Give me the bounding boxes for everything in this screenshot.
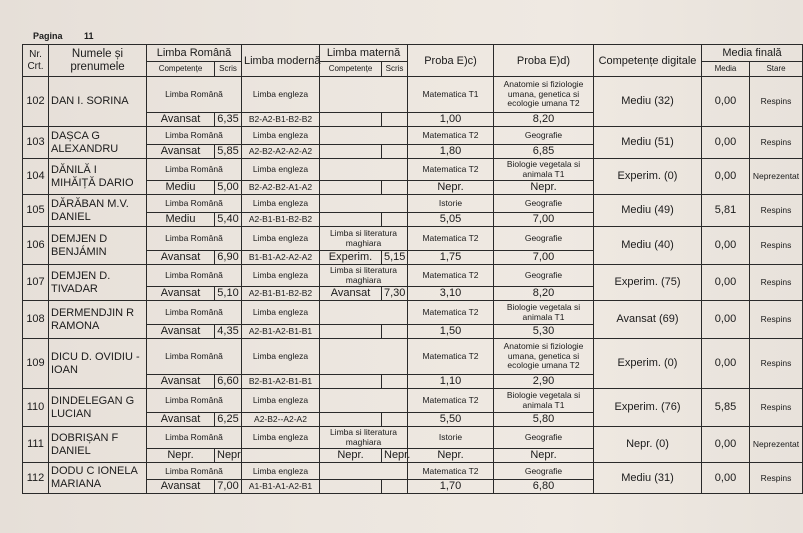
romana-label: Limba Română xyxy=(147,265,242,287)
moderna-levels: A2-B1-B1-B2-B2 xyxy=(242,287,320,301)
proba-d-subject: Biologie vegetala si animala T1 xyxy=(494,389,594,413)
media-finala: 5,81 xyxy=(702,195,750,227)
moderna-label: Limba engleza xyxy=(242,339,320,375)
materna-scris xyxy=(382,480,408,494)
proba-c-score: 3,10 xyxy=(408,287,494,301)
competente-digitale: Nepr. (0) xyxy=(594,427,702,463)
romana-label: Limba Română xyxy=(147,127,242,145)
moderna-label: Limba engleza xyxy=(242,427,320,449)
romana-scris: 6,60 xyxy=(215,375,242,389)
media-finala: 0,00 xyxy=(702,227,750,265)
romana-label: Limba Română xyxy=(147,427,242,449)
proba-d-score: 8,20 xyxy=(494,287,594,301)
moderna-label: Limba engleza xyxy=(242,389,320,413)
table-row xyxy=(23,159,803,181)
proba-d-subject: Geografie xyxy=(494,463,594,480)
proba-d-score: 2,90 xyxy=(494,375,594,389)
student-name: DOBRIȘAN F DANIEL xyxy=(49,427,147,463)
moderna-label: Limba engleza xyxy=(242,159,320,181)
materna-scris xyxy=(382,325,408,339)
moderna-label: Limba engleza xyxy=(242,265,320,287)
romana-label: Limba Română xyxy=(147,159,242,181)
materna-label xyxy=(320,389,408,413)
competente-digitale: Experim. (0) xyxy=(594,159,702,195)
romana-label: Limba Română xyxy=(147,301,242,325)
romana-label: Limba Română xyxy=(147,195,242,213)
moderna-label: Limba engleza xyxy=(242,127,320,145)
materna-label xyxy=(320,195,408,213)
media-finala: 0,00 xyxy=(702,427,750,463)
header-limba-romana: Limba Română xyxy=(147,45,242,62)
competente-digitale: Avansat (69) xyxy=(594,301,702,339)
proba-d-subject: Geografie xyxy=(494,195,594,213)
materna-scris: Nepr. xyxy=(382,449,408,463)
proba-d-subject: Biologie vegetala si animala T1 xyxy=(494,159,594,181)
row-number: 103 xyxy=(23,127,49,159)
header-proba-c: Proba E)c) xyxy=(408,45,494,77)
romana-competente: Avansat xyxy=(147,480,215,494)
materna-competente xyxy=(320,145,382,159)
student-name: DEMJEN D. TIVADAR xyxy=(49,265,147,301)
competente-digitale: Mediu (40) xyxy=(594,227,702,265)
moderna-levels: A2-B2-A2-A2-A2 xyxy=(242,145,320,159)
moderna-label: Limba engleza xyxy=(242,227,320,251)
romana-competente: Mediu xyxy=(147,213,215,227)
page-number: 11 xyxy=(84,31,94,41)
romana-label: Limba Română xyxy=(147,339,242,375)
romana-scris: 6,25 xyxy=(215,413,242,427)
proba-c-score: 1,00 xyxy=(408,113,494,127)
romana-scris: 5,10 xyxy=(215,287,242,301)
materna-competente xyxy=(320,413,382,427)
competente-digitale: Mediu (49) xyxy=(594,195,702,227)
row-number: 108 xyxy=(23,301,49,339)
romana-competente: Avansat xyxy=(147,145,215,159)
proba-d-score: 8,20 xyxy=(494,113,594,127)
romana-scris: 4,35 xyxy=(215,325,242,339)
materna-scris xyxy=(382,213,408,227)
header-lmat-scris: Scris xyxy=(382,62,408,77)
proba-c-subject: Matematica T2 xyxy=(408,389,494,413)
competente-digitale: Experim. (76) xyxy=(594,389,702,427)
materna-scris xyxy=(382,413,408,427)
stare: Respins xyxy=(750,227,803,265)
moderna-levels: A2-B1-B1-B2-B2 xyxy=(242,213,320,227)
materna-competente xyxy=(320,480,382,494)
materna-competente xyxy=(320,375,382,389)
header-media-finala: Media finală xyxy=(702,45,803,62)
row-number: 102 xyxy=(23,77,49,127)
row-number: 106 xyxy=(23,227,49,265)
student-name: DINDELEGAN G LUCIAN xyxy=(49,389,147,427)
student-name: DICU D. OVIDIU - IOAN xyxy=(49,339,147,389)
header-lr-competente: Competențe xyxy=(147,62,215,77)
proba-d-score: Nepr. xyxy=(494,181,594,195)
romana-competente: Avansat xyxy=(147,413,215,427)
moderna-label: Limba engleza xyxy=(242,463,320,480)
proba-d-subject: Geografie xyxy=(494,127,594,145)
proba-c-score: 1,80 xyxy=(408,145,494,159)
results-body xyxy=(23,77,803,494)
header-lmat-competente: Competențe xyxy=(320,62,382,77)
proba-c-subject: Matematica T2 xyxy=(408,127,494,145)
media-finala: 0,00 xyxy=(702,339,750,389)
student-name: DEMJEN D BENJÁMIN xyxy=(49,227,147,265)
header-lr-scris: Scris xyxy=(215,62,242,77)
moderna-levels xyxy=(242,449,320,463)
row-number: 107 xyxy=(23,265,49,301)
materna-label xyxy=(320,301,408,325)
competente-digitale: Mediu (32) xyxy=(594,77,702,127)
stare: Respins xyxy=(750,339,803,389)
proba-d-score: 5,30 xyxy=(494,325,594,339)
table-row xyxy=(23,127,803,145)
proba-d-score: 5,80 xyxy=(494,413,594,427)
proba-d-subject: Geografie xyxy=(494,265,594,287)
proba-c-score: 1,75 xyxy=(408,251,494,265)
materna-label: Limba si literatura maghiara xyxy=(320,227,408,251)
student-name: DĂNILĂ I MIHĂIȚĂ DARIO xyxy=(49,159,147,195)
proba-c-subject: Matematica T2 xyxy=(408,339,494,375)
student-name: DĂRĂBAN M.V. DANIEL xyxy=(49,195,147,227)
materna-competente xyxy=(320,325,382,339)
romana-competente: Avansat xyxy=(147,251,215,265)
romana-scris: Nepr xyxy=(215,449,242,463)
media-finala: 0,00 xyxy=(702,159,750,195)
romana-scris: 5,00 xyxy=(215,181,242,195)
stare: Respins xyxy=(750,463,803,494)
proba-c-score: Nepr. xyxy=(408,181,494,195)
student-name: DERMENDJIN R RAMONA xyxy=(49,301,147,339)
romana-competente: Avansat xyxy=(147,325,215,339)
materna-scris xyxy=(382,145,408,159)
stare: Respins xyxy=(750,127,803,159)
student-name: DODU C IONELA MARIANA xyxy=(49,463,147,494)
table-row xyxy=(23,427,803,449)
table-row xyxy=(23,195,803,213)
proba-d-score: 6,85 xyxy=(494,145,594,159)
moderna-levels: A2-B2--A2-A2 xyxy=(242,413,320,427)
competente-digitale: Experim. (0) xyxy=(594,339,702,389)
materna-scris: 5,15 xyxy=(382,251,408,265)
stare: Respins xyxy=(750,195,803,227)
table-row xyxy=(23,389,803,413)
stare: Neprezentat xyxy=(750,427,803,463)
romana-competente: Avansat xyxy=(147,375,215,389)
materna-scris xyxy=(382,181,408,195)
moderna-levels: B2-A2-B1-B2-B2 xyxy=(242,113,320,127)
media-finala: 0,00 xyxy=(702,127,750,159)
materna-competente xyxy=(320,113,382,127)
proba-c-score: 1,70 xyxy=(408,480,494,494)
proba-d-score: Nepr. xyxy=(494,449,594,463)
proba-c-subject: Matematica T1 xyxy=(408,77,494,113)
competente-digitale: Experim. (75) xyxy=(594,265,702,301)
results-table xyxy=(22,44,803,494)
romana-scris: 6,90 xyxy=(215,251,242,265)
proba-d-subject: Biologie vegetala si animala T1 xyxy=(494,301,594,325)
materna-label: Limba si literatura maghiara xyxy=(320,265,408,287)
materna-label xyxy=(320,339,408,375)
media-finala: 0,00 xyxy=(702,77,750,127)
romana-label: Limba Română xyxy=(147,389,242,413)
table-row xyxy=(23,339,803,375)
media-finala: 0,00 xyxy=(702,301,750,339)
romana-competente: Avansat xyxy=(147,113,215,127)
romana-label: Limba Română xyxy=(147,463,242,480)
row-number: 105 xyxy=(23,195,49,227)
romana-competente: Nepr. xyxy=(147,449,215,463)
page-label: Pagina xyxy=(33,31,63,41)
materna-competente xyxy=(320,181,382,195)
romana-label: Limba Română xyxy=(147,227,242,251)
moderna-label: Limba engleza xyxy=(242,195,320,213)
romana-label: Limba Română xyxy=(147,77,242,113)
moderna-label: Limba engleza xyxy=(242,77,320,113)
competente-digitale: Mediu (51) xyxy=(594,127,702,159)
romana-scris: 5,40 xyxy=(215,213,242,227)
romana-scris: 6,35 xyxy=(215,113,242,127)
proba-d-score: 7,00 xyxy=(494,251,594,265)
table-row xyxy=(23,463,803,480)
proba-c-score: 1,50 xyxy=(408,325,494,339)
moderna-levels: B1-B1-A2-A2-A2 xyxy=(242,251,320,265)
materna-label xyxy=(320,77,408,113)
header-competente-digitale: Competențe digitale xyxy=(594,45,702,77)
row-number: 104 xyxy=(23,159,49,195)
media-finala: 0,00 xyxy=(702,265,750,301)
romana-competente: Mediu xyxy=(147,181,215,195)
materna-scris xyxy=(382,113,408,127)
materna-competente: Nepr. xyxy=(320,449,382,463)
row-number: 111 xyxy=(23,427,49,463)
stare: Respins xyxy=(750,265,803,301)
header-nr: Nr. Crt. xyxy=(23,45,49,77)
header-limba-moderna: Limba modernă xyxy=(242,45,320,77)
materna-label xyxy=(320,127,408,145)
materna-scris xyxy=(382,375,408,389)
moderna-levels: A2-B1-A2-B1-B1 xyxy=(242,325,320,339)
stare: Respins xyxy=(750,77,803,127)
moderna-levels: B2-B1-A2-B1-B1 xyxy=(242,375,320,389)
proba-c-score: 1,10 xyxy=(408,375,494,389)
proba-d-subject: Geografie xyxy=(494,227,594,251)
student-name: DAȘCA G ALEXANDRU xyxy=(49,127,147,159)
materna-label: Limba si literatura maghiara xyxy=(320,427,408,449)
proba-c-subject: Matematica T2 xyxy=(408,227,494,251)
header-nume: Numele și prenumele xyxy=(49,45,147,77)
proba-c-subject: Istorie xyxy=(408,195,494,213)
table-row xyxy=(23,227,803,251)
proba-d-subject: Anatomie si fiziologie umana, genetica si ecologie umana T2 xyxy=(494,339,594,375)
materna-competente: Experim. xyxy=(320,251,382,265)
row-number: 109 xyxy=(23,339,49,389)
materna-label xyxy=(320,159,408,181)
romana-scris: 7,00 xyxy=(215,480,242,494)
proba-d-subject: Geografie xyxy=(494,427,594,449)
romana-scris: 5,85 xyxy=(215,145,242,159)
proba-c-subject: Matematica T2 xyxy=(408,301,494,325)
proba-c-subject: Matematica T2 xyxy=(408,159,494,181)
row-number: 112 xyxy=(23,463,49,494)
row-number: 110 xyxy=(23,389,49,427)
stare: Respins xyxy=(750,389,803,427)
header-limba-materna: Limba maternă xyxy=(320,45,408,62)
moderna-label: Limba engleza xyxy=(242,301,320,325)
materna-competente: Avansat xyxy=(320,287,382,301)
proba-c-score: 5,05 xyxy=(408,213,494,227)
stare: Respins xyxy=(750,301,803,339)
proba-d-score: 6,80 xyxy=(494,480,594,494)
moderna-levels: B2-A2-B2-A1-A2 xyxy=(242,181,320,195)
header-proba-d: Proba E)d) xyxy=(494,45,594,77)
table-row xyxy=(23,301,803,325)
proba-c-subject: Matematica T2 xyxy=(408,265,494,287)
media-finala: 0,00 xyxy=(702,463,750,494)
media-finala: 5,85 xyxy=(702,389,750,427)
header-stare: Stare xyxy=(750,62,803,77)
proba-c-score: 5,50 xyxy=(408,413,494,427)
proba-d-score: 7,00 xyxy=(494,213,594,227)
materna-label xyxy=(320,463,408,480)
materna-competente xyxy=(320,213,382,227)
stare: Neprezentat xyxy=(750,159,803,195)
header-media: Media xyxy=(702,62,750,77)
competente-digitale: Mediu (31) xyxy=(594,463,702,494)
proba-c-subject: Matematica T2 xyxy=(408,463,494,480)
table-row xyxy=(23,77,803,113)
proba-c-subject: Istorie xyxy=(408,427,494,449)
student-name: DAN I. SORINA xyxy=(49,77,147,127)
materna-scris: 7,30 xyxy=(382,287,408,301)
proba-d-subject: Anatomie si fiziologie umana, genetica si ecologie umana T2 xyxy=(494,77,594,113)
proba-c-score: Nepr. xyxy=(408,449,494,463)
romana-competente: Avansat xyxy=(147,287,215,301)
table-row xyxy=(23,265,803,287)
moderna-levels: A1-B1-A1-A2-B1 xyxy=(242,480,320,494)
